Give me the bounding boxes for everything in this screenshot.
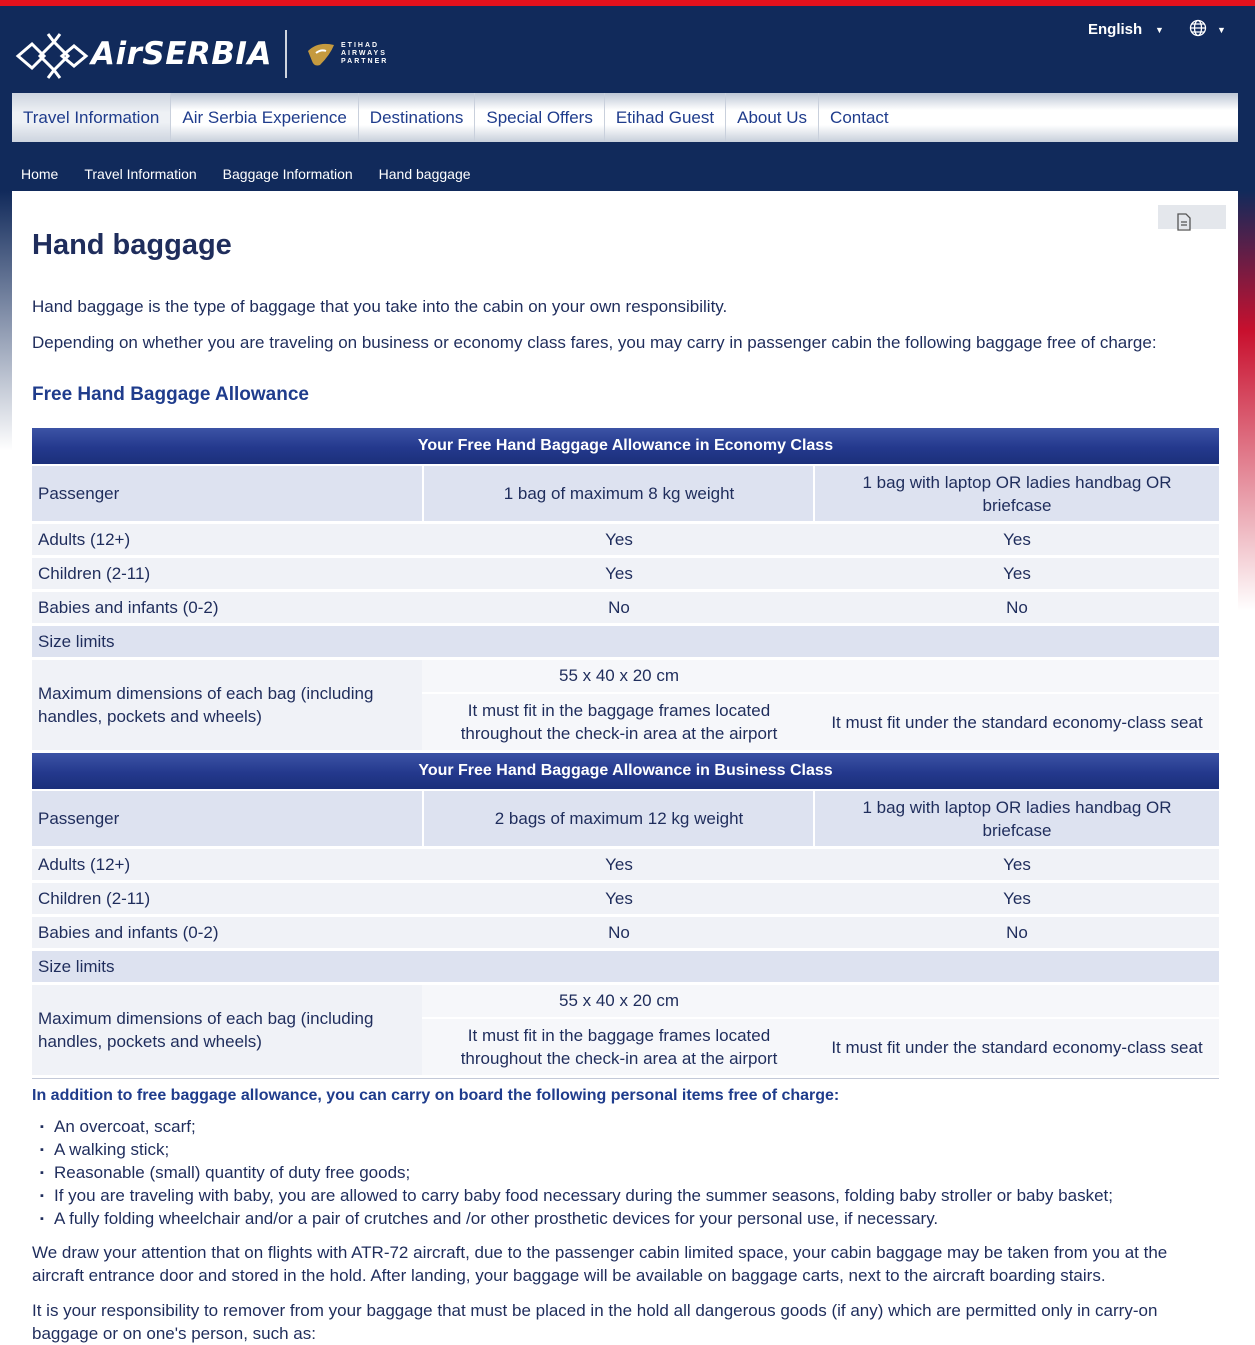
nav-special-offers[interactable]: Special Offers [475, 93, 604, 142]
header-cell-laptop-bag: 1 bag with laptop OR ladies handbag OR briefcase [862, 472, 1172, 515]
intro-paragraph-1: Hand baggage is the type of baggage that you take into the cabin on your own responsibility. [32, 297, 728, 316]
breadcrumb-travel-information[interactable]: Travel Information [84, 166, 197, 182]
row-value: Yes [1003, 564, 1031, 583]
list-item-text: A walking stick; [54, 1140, 170, 1159]
bullet-icon: ▪ [40, 1213, 44, 1226]
economy-table-heading: Your Free Hand Baggage Allowance in Economy Class [32, 428, 1219, 464]
list-item [40, 1207, 1113, 1230]
fit-seat-note: It must fit under the standard economy-class seat [831, 1037, 1203, 1057]
nav-etihad-guest[interactable]: Etihad Guest [605, 93, 726, 142]
etihad-partner-icon [306, 41, 336, 67]
divider [32, 1078, 1219, 1079]
partner-line-3: PARTNER [341, 58, 389, 65]
header-cell-laptop-bag: 1 bag with laptop OR ladies handbag OR briefcase [862, 797, 1172, 840]
list-item-text: Reasonable (small) quantity of duty free goods; [54, 1163, 411, 1182]
row-label: Babies and infants (0-2) [38, 598, 219, 617]
logo-divider [285, 30, 287, 78]
list-item [40, 1184, 1113, 1207]
row-value: Yes [605, 564, 633, 583]
header-cell-bag-weight: 1 bag of maximum 8 kg weight [503, 484, 735, 503]
row-value: Yes [1003, 855, 1031, 874]
list-item-text: If you are traveling with baby, you are allowed to carry baby food necessary during the summer seasons, folding baby stroller or baby basket; [54, 1186, 1113, 1205]
main-content [12, 191, 1238, 1343]
bullet-icon: ▪ [40, 1121, 44, 1134]
list-item [40, 1161, 1113, 1184]
nav-travel-information[interactable]: Travel Information [12, 93, 171, 142]
size-limits-label: Size limits [38, 632, 115, 651]
air-serbia-logo[interactable] [14, 30, 404, 82]
breadcrumb-hand-baggage[interactable]: Hand baggage [378, 166, 471, 182]
list-item-text: A fully folding wheelchair and/or a pair of crutches and /or other prosthetic devices for your personal use, if necessary. [54, 1209, 939, 1228]
business-table-heading: Your Free Hand Baggage Allowance in Business Class [32, 753, 1219, 789]
atr-notice-paragraph: We draw your attention that on flights with ATR-72 aircraft, due to the passenger cabin limited space, your cabin baggage may be taken from you at the aircraft entrance door and stored in the hold. After landing, your baggage will be available on baggage carts, next to the aircraft boarding stairs. [32, 1243, 1168, 1285]
row-value: Yes [605, 889, 633, 908]
personal-items-title: In addition to free baggage allowance, you can carry on board the following personal items free of charge: [32, 1087, 840, 1104]
row-label: Babies and infants (0-2) [38, 923, 219, 942]
row-label: Children (2-11) [38, 889, 151, 908]
list-item-text: An overcoat, scarf; [54, 1117, 196, 1136]
nav-destinations[interactable]: Destinations [359, 93, 476, 142]
row-label: Children (2-11) [38, 564, 151, 583]
page-title: Hand baggage [32, 229, 232, 261]
partner-text [341, 42, 388, 66]
row-label: Adults (12+) [38, 530, 131, 549]
personal-items-list [40, 1115, 1113, 1230]
dimensions-value: 55 x 40 x 20 cm [558, 991, 679, 1010]
fit-frames-note: It must fit in the baggage frames located throughout the check-in area at the airport [460, 701, 778, 743]
fit-frames-note: It must fit in the baggage frames located throughout the check-in area at the airport [460, 1026, 778, 1068]
row-value: No [608, 923, 630, 942]
chevron-down-icon[interactable]: ▼ [1217, 25, 1226, 35]
economy-allowance-table [32, 428, 1219, 750]
bullet-icon: ▪ [40, 1144, 44, 1157]
nav-about-us[interactable]: About Us [726, 93, 819, 142]
section-title: Free Hand Baggage Allowance [32, 384, 309, 405]
list-item [40, 1115, 1113, 1138]
partner-line-2: AIRWAYS [341, 50, 387, 57]
header-cell-bag-weight: 2 bags of maximum 12 kg weight [494, 809, 744, 828]
row-value: No [608, 598, 630, 617]
breadcrumb [21, 166, 497, 182]
partner-line-1: ETIHAD [341, 42, 380, 49]
bullet-icon: ▪ [40, 1167, 44, 1180]
header-cell-passenger: Passenger [38, 484, 120, 503]
breadcrumb-home[interactable]: Home [21, 166, 59, 182]
row-value: Yes [1003, 530, 1031, 549]
max-dimensions-label: Maximum dimensions of each bag (including handles, pockets and wheels) [38, 1009, 374, 1051]
row-value: Yes [605, 855, 633, 874]
bullet-icon: ▪ [40, 1190, 44, 1203]
dangerous-goods-paragraph: It is your responsibility to remover from your baggage that must be placed in the hold all dangerous goods (if any) which are permitted only in carry-on baggage or on one's person, such as: [32, 1301, 1158, 1343]
business-allowance-table [32, 753, 1219, 1075]
row-value: No [1006, 923, 1028, 942]
row-value: Yes [605, 530, 633, 549]
background-side-accent [1238, 191, 1255, 1330]
document-icon [1176, 213, 1192, 231]
row-label: Adults (12+) [38, 855, 131, 874]
nav-contact[interactable]: Contact [830, 107, 889, 127]
fit-seat-note: It must fit under the standard economy-class seat [831, 712, 1203, 732]
max-dimensions-label: Maximum dimensions of each bag (including handles, pockets and wheels) [38, 684, 374, 726]
list-item [40, 1138, 1113, 1161]
header-cell-passenger: Passenger [38, 809, 120, 828]
language-selector[interactable]: English [1088, 21, 1143, 38]
main-navigation [12, 93, 1238, 142]
dimensions-value: 55 x 40 x 20 cm [558, 666, 679, 685]
size-limits-label: Size limits [38, 957, 115, 976]
air-serbia-emblem-icon [14, 30, 90, 82]
row-value: Yes [1003, 889, 1031, 908]
breadcrumb-baggage-information[interactable]: Baggage Information [222, 166, 353, 182]
globe-icon[interactable] [1189, 19, 1207, 37]
logo-wordmark: AirSERBIA [91, 36, 272, 72]
chevron-down-icon[interactable]: ▼ [1155, 25, 1164, 35]
nav-air-serbia-experience[interactable]: Air Serbia Experience [171, 93, 358, 142]
print-button[interactable] [1158, 205, 1226, 229]
row-value: No [1006, 598, 1028, 617]
intro-paragraph-2: Depending on whether you are traveling on business or economy class fares, you may carry in passenger cabin the following baggage free of charge: [32, 333, 1157, 352]
